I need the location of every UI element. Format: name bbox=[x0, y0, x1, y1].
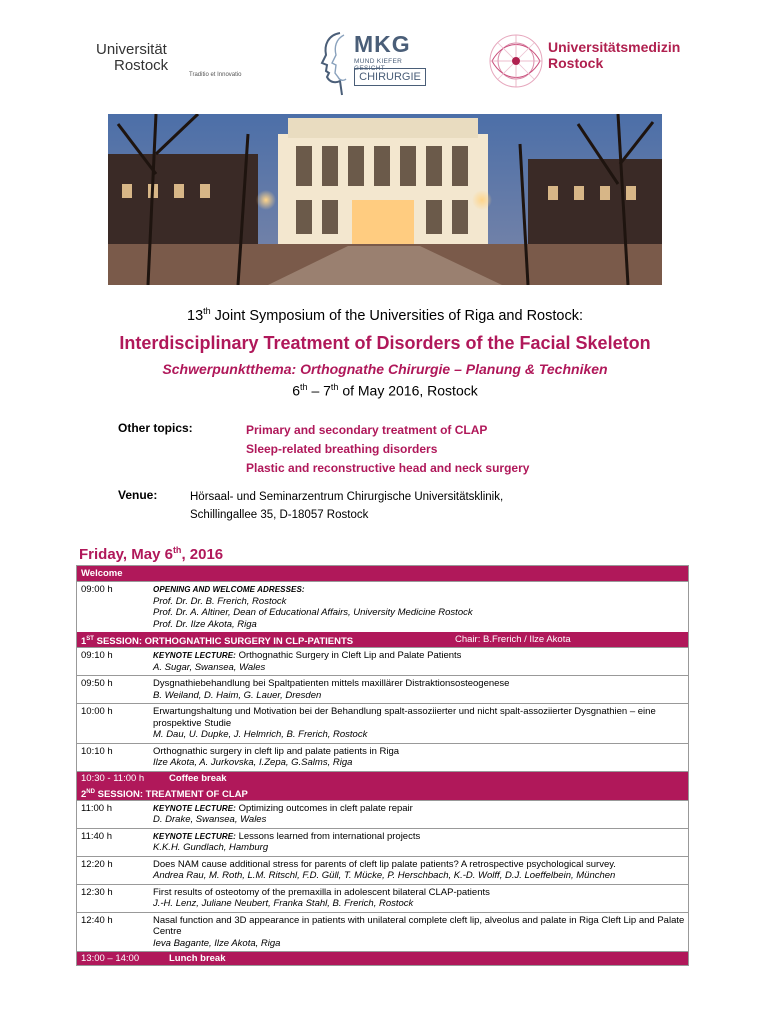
session-1-band bbox=[77, 632, 688, 647]
universitaet-rostock-logo bbox=[96, 42, 296, 86]
talk-title: Does NAM cause additional stress for parents of cleft lip palate patients? A retrospective psychological survey. bbox=[153, 858, 616, 870]
venue-address bbox=[190, 488, 503, 524]
building-photo bbox=[108, 114, 662, 285]
talk-title: Orthognathic Surgery in Cleft Lip and Palate Patients bbox=[235, 650, 462, 661]
event-date bbox=[0, 382, 770, 399]
coffee-break-label: Coffee break bbox=[169, 772, 227, 784]
topic-item: Plastic and reconstructive head and neck surgery bbox=[246, 461, 530, 475]
session-2-band bbox=[77, 785, 688, 800]
talk-authors: D. Drake, Swansea, Wales bbox=[153, 814, 267, 825]
row-time: 10:10 h bbox=[81, 745, 113, 757]
symposium-number: 13 bbox=[187, 307, 204, 324]
table-row bbox=[77, 800, 688, 828]
table-row bbox=[77, 675, 688, 703]
day-text: Friday, May 6 bbox=[79, 546, 173, 563]
row-time: 12:30 h bbox=[81, 886, 113, 898]
program-table bbox=[76, 565, 689, 966]
opening-title: OPENING AND WELCOME ADRESSES: bbox=[153, 585, 305, 594]
page-subtitle: Schwerpunktthema: Orthognathe Chirurgie – Planung & Techniken bbox=[162, 361, 608, 377]
opening-speaker: Prof. Dr. Ilze Akota, Riga bbox=[153, 618, 257, 630]
symposium-line bbox=[0, 306, 770, 324]
date-start-sup: th bbox=[300, 382, 308, 392]
day-year: , 2016 bbox=[181, 546, 224, 563]
session-1-chair: Chair: B.Frerich / Ilze Akota bbox=[455, 634, 571, 645]
venue-label: Venue: bbox=[118, 488, 158, 502]
table-row bbox=[77, 581, 688, 632]
uni-logo-line1: Universität bbox=[96, 41, 167, 58]
universitaetsmedizin-logo bbox=[486, 31, 696, 91]
mkg-chirurgie: CHIRURGIE bbox=[354, 68, 426, 86]
date-end-sup: th bbox=[330, 382, 339, 392]
lunch-break-label: Lunch break bbox=[169, 953, 226, 964]
umed-line1: Universitätsmedizin bbox=[548, 39, 681, 55]
topics-label: Other topics: bbox=[118, 421, 193, 435]
talk-authors: M. Dau, U. Dupke, J. Helmrich, B. Frerich, Rostock bbox=[153, 729, 368, 740]
opening-speaker: Prof. Dr. Dr. B. Frerich, Rostock bbox=[153, 595, 287, 607]
welcome-band: Welcome bbox=[77, 566, 688, 581]
row-time: 10:00 h bbox=[81, 706, 113, 717]
table-row bbox=[77, 703, 688, 743]
table-row bbox=[77, 828, 688, 856]
row-time: 12:40 h bbox=[81, 914, 113, 926]
row-content bbox=[153, 801, 688, 828]
umed-line2: Rostock bbox=[548, 55, 604, 71]
row-content bbox=[153, 829, 688, 856]
keynote-label: KEYNOTE LECTURE: bbox=[153, 831, 236, 841]
row-content bbox=[153, 648, 688, 675]
row-time: 09:10 h bbox=[81, 650, 113, 661]
talk-title: Optimizing outcomes in cleft palate repair bbox=[235, 802, 413, 814]
talk-authors: Ieva Bagante, Ilze Akota, Riga bbox=[153, 937, 281, 949]
coffee-break-band bbox=[77, 771, 688, 785]
session-2-num: 2 bbox=[81, 788, 87, 800]
umed-emblem-icon bbox=[486, 31, 546, 91]
topic-item: Primary and secondary treatment of CLAP bbox=[246, 423, 488, 437]
row-content bbox=[153, 582, 688, 632]
table-row bbox=[77, 884, 688, 912]
topic-item: Sleep-related breathing disorders bbox=[246, 442, 438, 456]
mkg-logo bbox=[318, 31, 428, 96]
talk-authors: K.K.H. Gundlach, Hamburg bbox=[153, 842, 269, 853]
talk-authors: Ilze Akota, A. Jurkovska, I.Zepa, G.Salms, Riga bbox=[153, 757, 353, 768]
face-profile-icon bbox=[318, 31, 354, 96]
symposium-number-sup: th bbox=[203, 306, 211, 316]
talk-title: Lessons learned from international projects bbox=[235, 830, 421, 842]
date-end: – 7 bbox=[307, 382, 331, 399]
opening-speaker: Prof. Dr. A. Altiner, Dean of Educational Affairs, University Medicine Rostock bbox=[153, 607, 473, 618]
table-row bbox=[77, 743, 688, 771]
row-time: 12:20 h bbox=[81, 858, 113, 870]
session-1-num: 1 bbox=[81, 636, 87, 648]
talk-authors: J.-H. Lenz, Juliane Neubert, Franka Stahl, B. Frerich, Rostock bbox=[153, 898, 414, 909]
mkg-subtitle: MUND KIEFER GESICHT bbox=[354, 58, 403, 72]
session-2-title: SESSION: TREATMENT OF CLAP bbox=[94, 788, 248, 800]
row-time: 11:40 h bbox=[81, 830, 112, 842]
row-content bbox=[153, 885, 688, 912]
row-content bbox=[153, 913, 688, 952]
uni-logo-tagline: Traditio et Innovatio bbox=[189, 72, 242, 78]
symposium-text: Joint Symposium of the Universities of Riga and Rostock: bbox=[210, 307, 583, 324]
row-time: 09:00 h bbox=[81, 584, 113, 595]
page-title: Interdisciplinary Treatment of Disorders of the Facial Skeleton bbox=[119, 333, 651, 353]
day-heading bbox=[79, 545, 223, 563]
logo-bar bbox=[0, 28, 770, 98]
table-row bbox=[77, 647, 688, 675]
row-time: 09:50 h bbox=[81, 678, 113, 689]
venue-line1: Hörsaal- und Seminarzentrum Chirurgische Universitätsklinik, bbox=[190, 491, 504, 503]
session-2-sup: ND bbox=[86, 788, 95, 795]
mkg-title: MKG bbox=[354, 31, 411, 57]
talk-authors: A. Sugar, Swansea, Wales bbox=[153, 661, 266, 673]
talk-title: Dysgnathiebehandlung bei Spaltpatienten mittels maxillärer Distraktionsosteogenese bbox=[153, 678, 510, 689]
talk-title: First results of osteotomy of the premaxilla in adolescent bilateral CLAP-patients bbox=[153, 886, 490, 898]
talk-title: Orthognathic surgery in cleft lip and palate patients in Riga bbox=[153, 745, 400, 757]
day-sup: th bbox=[172, 545, 182, 555]
date-rest: of May 2016, Rostock bbox=[338, 382, 478, 399]
row-content bbox=[153, 676, 688, 703]
row-time: 11:00 h bbox=[81, 802, 112, 814]
uni-logo-line2: Rostock bbox=[114, 57, 169, 74]
talk-authors: Andrea Rau, M. Roth, L.M. Ritschl, F.D. Güll, T. Mücke, P. Herschbach, K.-D. Wolff, D.J. Loeffelbein, München bbox=[153, 870, 616, 881]
talk-authors: B. Weiland, D. Haim, G. Lauer, Dresden bbox=[153, 689, 322, 701]
talk-title: Erwartungshaltung und Motivation bei der Behandlung spalt-assoziierter und nicht spalt-assoziierter Dysgnathien – eine prospektive Studie bbox=[153, 706, 656, 729]
date-start: 6 bbox=[292, 382, 301, 399]
keynote-label: KEYNOTE LECTURE: bbox=[153, 803, 236, 813]
lunch-break-time: 13:00 – 14:00 bbox=[81, 953, 140, 964]
venue-line2: Schillingallee 35, D-18057 Rostock bbox=[190, 509, 369, 521]
lunch-break-band bbox=[77, 951, 688, 965]
row-content bbox=[153, 704, 688, 743]
session-1-sup: ST bbox=[86, 636, 94, 642]
table-row bbox=[77, 856, 688, 884]
talk-title: Nasal function and 3D appearance in patients with unilateral complete cleft lip, alveolus and palate in Riga Cleft Lip and Palate Centre bbox=[153, 914, 685, 937]
keynote-label: KEYNOTE LECTURE: bbox=[153, 651, 236, 660]
row-content bbox=[153, 857, 688, 884]
table-row bbox=[77, 912, 688, 952]
topics-list bbox=[246, 421, 529, 478]
coffee-break-time: 10:30 - 11:00 h bbox=[81, 772, 145, 784]
session-1-title: SESSION: ORTHOGNATHIC SURGERY IN CLP-PATIENTS bbox=[93, 636, 354, 648]
row-content bbox=[153, 744, 688, 771]
